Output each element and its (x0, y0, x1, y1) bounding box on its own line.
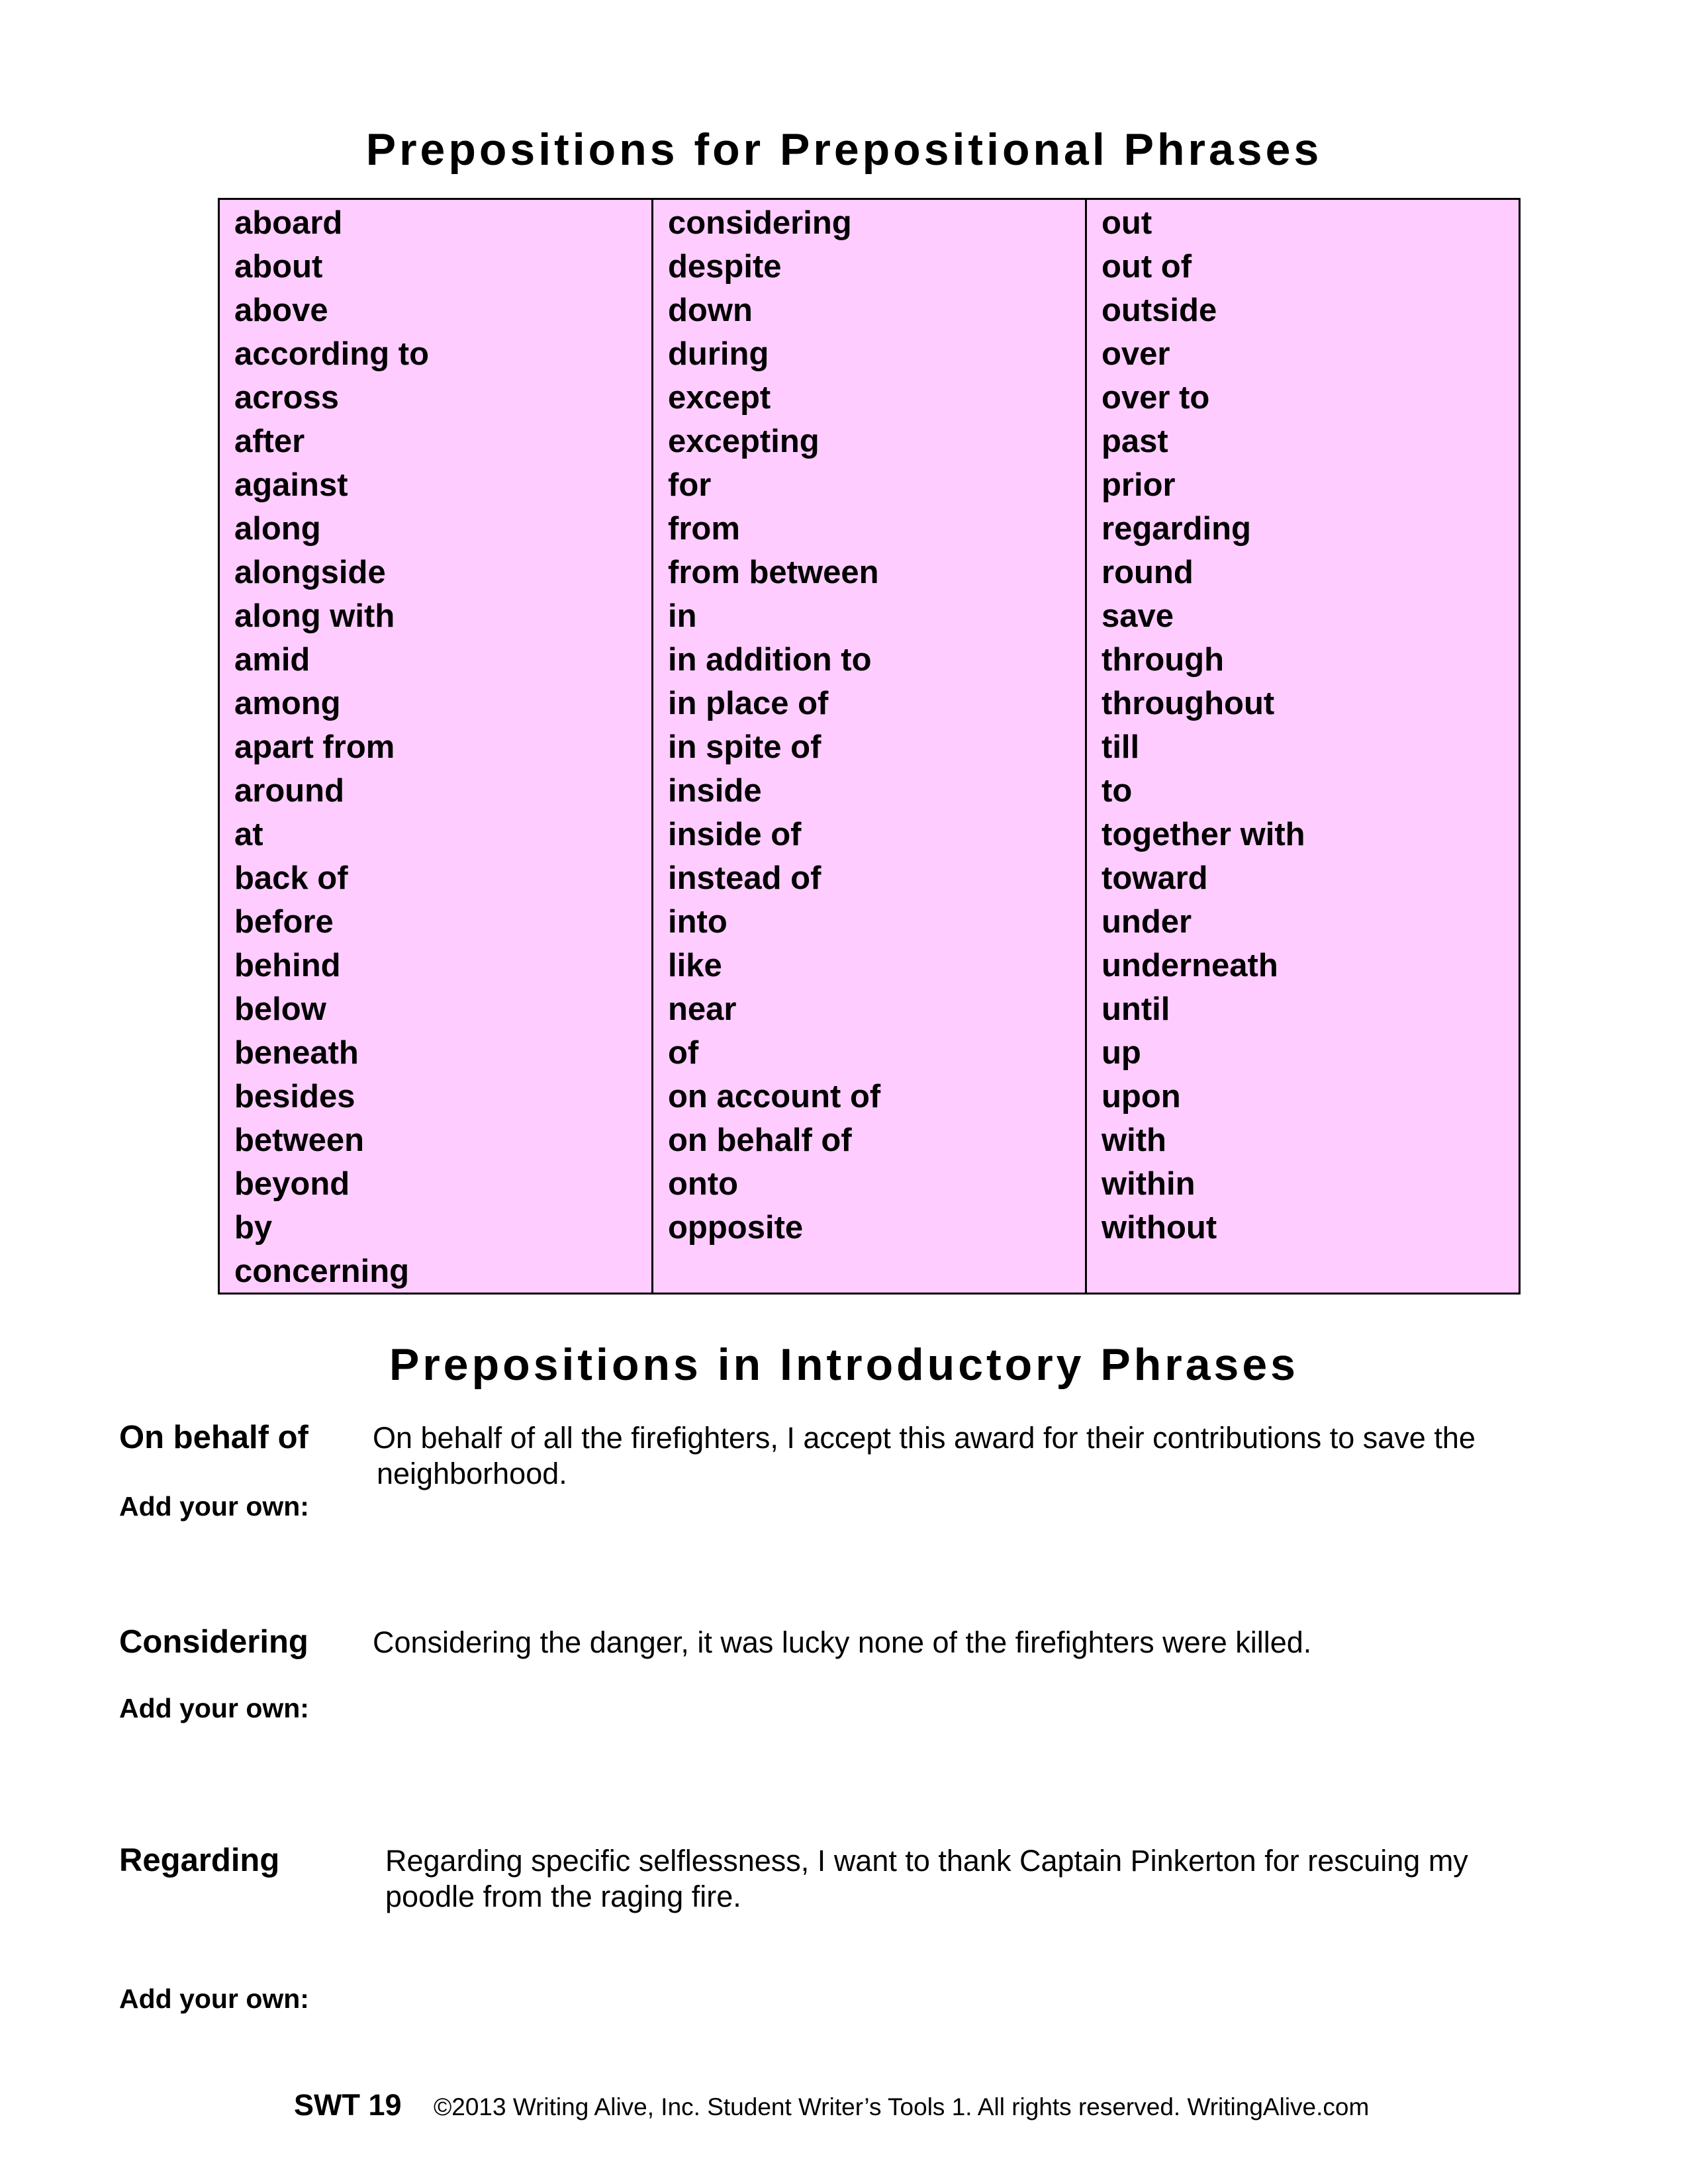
example-line: neighborhood. (377, 1457, 567, 1490)
preposition-item: according to (234, 336, 430, 372)
preposition-item: of (668, 1035, 699, 1071)
add-your-own-label: Add your own: (119, 1491, 309, 1522)
preposition-item: alongside (234, 555, 386, 590)
preposition-item: beneath (234, 1035, 359, 1071)
preposition-item: with (1102, 1122, 1166, 1158)
preposition-item: like (668, 948, 722, 983)
preposition-item: aboard (234, 205, 343, 241)
preposition-item: despite (668, 249, 782, 285)
preposition-item: inside of (668, 817, 802, 852)
preposition-item: toward (1102, 860, 1208, 896)
prepositions-column-3 (1085, 200, 1519, 1293)
entry-example-on-behalf-of (373, 1420, 1476, 1492)
preposition-item: onto (668, 1166, 739, 1202)
entry-example-considering (373, 1625, 1311, 1661)
preposition-item: throughout (1102, 686, 1275, 721)
prepositions-column-2 (651, 200, 1085, 1293)
preposition-item: beyond (234, 1166, 350, 1202)
page-footer (294, 2088, 1369, 2122)
preposition-item: about (234, 249, 323, 285)
example-line: On behalf of all the firefighters, I accept this award for their contributions to save the (373, 1421, 1476, 1455)
preposition-item: for (668, 467, 712, 503)
preposition-item: on behalf of (668, 1122, 852, 1158)
preposition-item: outside (1102, 293, 1217, 328)
introductory-phrases-title: Prepositions in Introductory Phrases (389, 1340, 1299, 1390)
preposition-item: prior (1102, 467, 1176, 503)
entry-label-on-behalf-of: On behalf of (119, 1420, 308, 1455)
preposition-item: out of (1102, 249, 1192, 285)
preposition-item: apart from (234, 729, 395, 765)
preposition-item: against (234, 467, 348, 503)
preposition-item: back of (234, 860, 348, 896)
preposition-item: around (234, 773, 345, 809)
preposition-item: in spite of (668, 729, 821, 765)
preposition-item: considering (668, 205, 852, 241)
add-your-own-label: Add your own: (119, 1693, 309, 1723)
preposition-item: through (1102, 642, 1225, 678)
preposition-item: below (234, 991, 326, 1027)
entry-label-considering: Considering (119, 1624, 308, 1660)
preposition-item: up (1102, 1035, 1141, 1071)
preposition-item: underneath (1102, 948, 1278, 983)
preposition-item: on account of (668, 1079, 881, 1115)
preposition-item: under (1102, 904, 1192, 940)
preposition-item: from (668, 511, 740, 547)
preposition-item: among (234, 686, 341, 721)
page-code: SWT 19 (294, 2088, 402, 2122)
example-line: Considering the danger, it was lucky none of the firefighters were killed. (373, 1625, 1312, 1659)
preposition-item: regarding (1102, 511, 1251, 547)
example-line: Regarding specific selflessness, I want to thank Captain Pinkerton for rescuing my (385, 1844, 1468, 1878)
preposition-item: round (1102, 555, 1194, 590)
copyright-notice: ©2013 Writing Alive, Inc. Student Writer’s Tools 1. All rights reserved. WritingAlive.com (434, 2093, 1370, 2120)
preposition-item: during (668, 336, 769, 372)
preposition-item: into (668, 904, 727, 940)
example-line: poodle from the raging fire. (385, 1880, 741, 1913)
preposition-item: over to (1102, 380, 1210, 416)
preposition-item: concerning (234, 1253, 410, 1289)
preposition-item: above (234, 293, 328, 328)
preposition-item: amid (234, 642, 310, 678)
preposition-item: to (1102, 773, 1133, 809)
preposition-item: out (1102, 205, 1152, 241)
preposition-item: till (1102, 729, 1140, 765)
preposition-item: at (234, 817, 263, 852)
preposition-item: until (1102, 991, 1170, 1027)
preposition-item: down (668, 293, 753, 328)
preposition-item: by (234, 1210, 273, 1246)
preposition-item: except (668, 380, 771, 416)
preposition-item: from between (668, 555, 879, 590)
preposition-item: over (1102, 336, 1170, 372)
preposition-item: in addition to (668, 642, 872, 678)
preposition-item: within (1102, 1166, 1196, 1202)
preposition-item: upon (1102, 1079, 1181, 1115)
preposition-item: after (234, 424, 305, 459)
preposition-item: without (1102, 1210, 1217, 1246)
preposition-item: opposite (668, 1210, 804, 1246)
prepositions-table (218, 198, 1521, 1295)
preposition-item: past (1102, 424, 1168, 459)
preposition-item: inside (668, 773, 762, 809)
preposition-item: along with (234, 598, 395, 634)
entry-label-regarding: Regarding (119, 1843, 280, 1878)
preposition-item: besides (234, 1079, 355, 1115)
entry-example-regarding (385, 1843, 1468, 1915)
preposition-item: near (668, 991, 737, 1027)
preposition-item: in (668, 598, 697, 634)
preposition-item: save (1102, 598, 1174, 634)
preposition-item: across (234, 380, 340, 416)
preposition-item: between (234, 1122, 365, 1158)
add-your-own-label: Add your own: (119, 1983, 309, 2014)
prepositions-column-1 (220, 200, 651, 1293)
preposition-item: instead of (668, 860, 821, 896)
preposition-item: behind (234, 948, 341, 983)
preposition-item: along (234, 511, 321, 547)
preposition-item: excepting (668, 424, 820, 459)
preposition-item: together with (1102, 817, 1305, 852)
preposition-item: before (234, 904, 334, 940)
preposition-item: in place of (668, 686, 829, 721)
prepositions-list-title: Prepositions for Prepositional Phrases (365, 124, 1323, 175)
